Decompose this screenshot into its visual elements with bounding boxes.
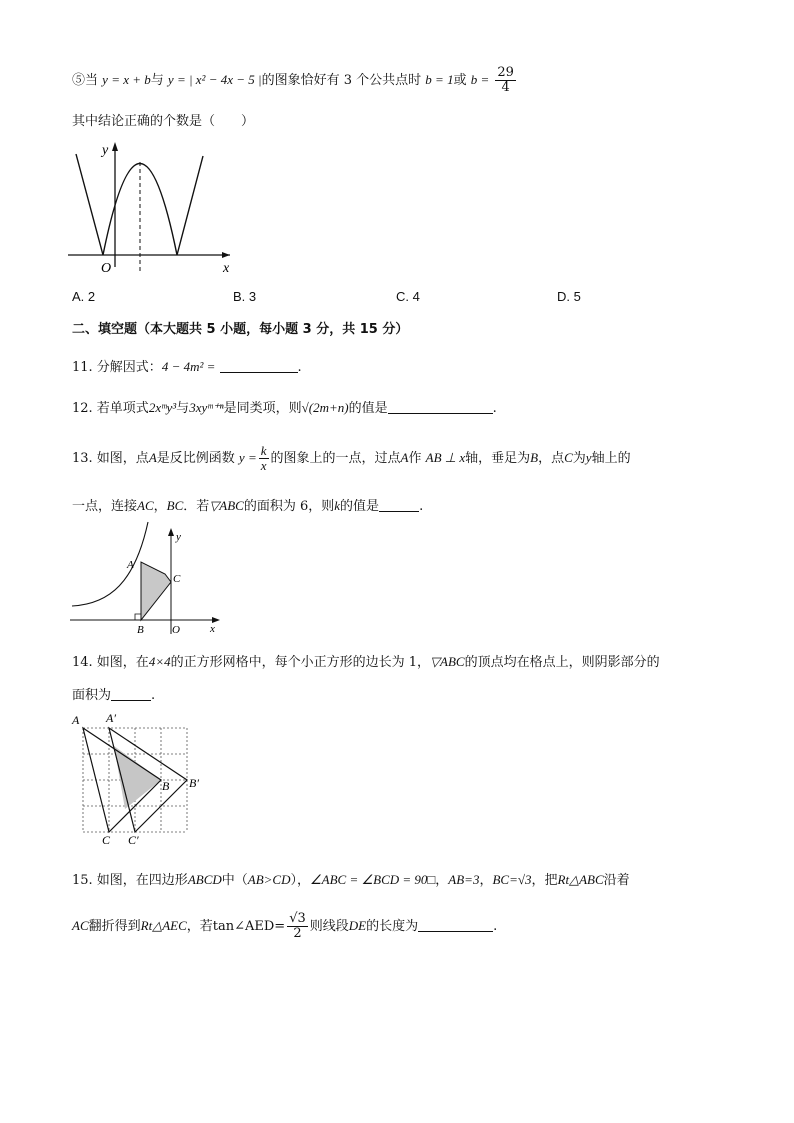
option-c[interactable]: C. 4	[396, 289, 420, 304]
question-11: 11. 分解因式：4 − 4m² = .	[72, 359, 302, 375]
svg-text:B: B	[137, 624, 144, 636]
svg-text:O: O	[101, 261, 112, 276]
svg-text:x: x	[223, 261, 230, 276]
svg-text:B′: B′	[189, 776, 199, 790]
svg-text:A′: A′	[106, 711, 116, 725]
svg-text:x: x	[210, 623, 215, 635]
option-a[interactable]: A. 2	[72, 289, 96, 304]
svg-text:A: A	[127, 559, 134, 571]
fraction-sqrt3-2: $\frac{√3}{2}$	[289, 911, 306, 941]
svg-text:y: y	[176, 531, 181, 543]
figure-hyperbola-triangle	[70, 522, 230, 637]
svg-text:C: C	[102, 833, 111, 847]
question-14-line1: 14. 如图，在4×4的正方形网格中，每个小正方形的边长为 1，▽ABC的顶点均在格点上，则阴影部分的	[72, 654, 660, 670]
question-15-line1: 15. 如图，在四边形ABCD中（AB>CD），∠ABC = ∠BCD = 90□，AB=3，BC=√3，把Rt△ABC沿着	[72, 872, 630, 888]
question-tail: 其中结论正确的个数是（ ）	[72, 114, 255, 129]
figure-grid-triangles	[68, 712, 218, 847]
answer-blank-13[interactable]	[379, 497, 419, 512]
svg-text:O: O	[172, 624, 180, 636]
item5-line: ⑤当 y = x + b与 y = | x² − 4x − 5 |的图象恰好有 3 个公共点时 b = 1或 b = $\frac{29}{4}$	[72, 65, 514, 95]
answer-blank-11[interactable]	[220, 358, 298, 373]
svg-text:C: C	[173, 573, 181, 585]
item5-marker: ⑤	[72, 73, 86, 88]
section-title: 二、填空题（本大题共 5 小题，每小题 3 分，共 15 分）	[72, 322, 409, 337]
svg-text:B: B	[162, 779, 170, 793]
question-13-line2: 一点，连接AC，BC．若▽ABC的面积为 6，则k的值是 .	[72, 498, 424, 514]
question-12: 12. 若单项式2xᵐy³与3xyᵐ⁺ⁿ是同类项，则√(2m+n)的值是 .	[72, 400, 497, 416]
svg-text:C′: C′	[128, 833, 139, 847]
question-15-line2: AC翻折得到Rt△AEC，若tan∠AED= $\frac{√3}{2}$ 则线段DE的长度为 .	[72, 911, 498, 941]
figure-parabola-abs	[68, 142, 238, 276]
question-14-line2: 面积为 .	[72, 688, 156, 703]
answer-blank-15[interactable]	[418, 917, 493, 932]
fraction-29-4: $\frac{29}{4}$	[497, 65, 514, 95]
answer-blank-12[interactable]	[388, 399, 493, 414]
answer-blank-14[interactable]	[111, 686, 151, 701]
svg-text:A: A	[72, 713, 80, 727]
svg-text:y: y	[102, 143, 109, 158]
option-d[interactable]: D. 5	[557, 289, 581, 304]
option-b[interactable]: B. 3	[233, 289, 257, 304]
fraction-k-x: $\frac{k}{x}$	[260, 443, 267, 473]
question-13-line1: 13. 如图，点A是反比例函数 y = $\frac{k}{x}$ 的图象上的一点，过点A作 AB ⊥ x轴，垂足为B，点C为y轴上的	[72, 443, 631, 473]
